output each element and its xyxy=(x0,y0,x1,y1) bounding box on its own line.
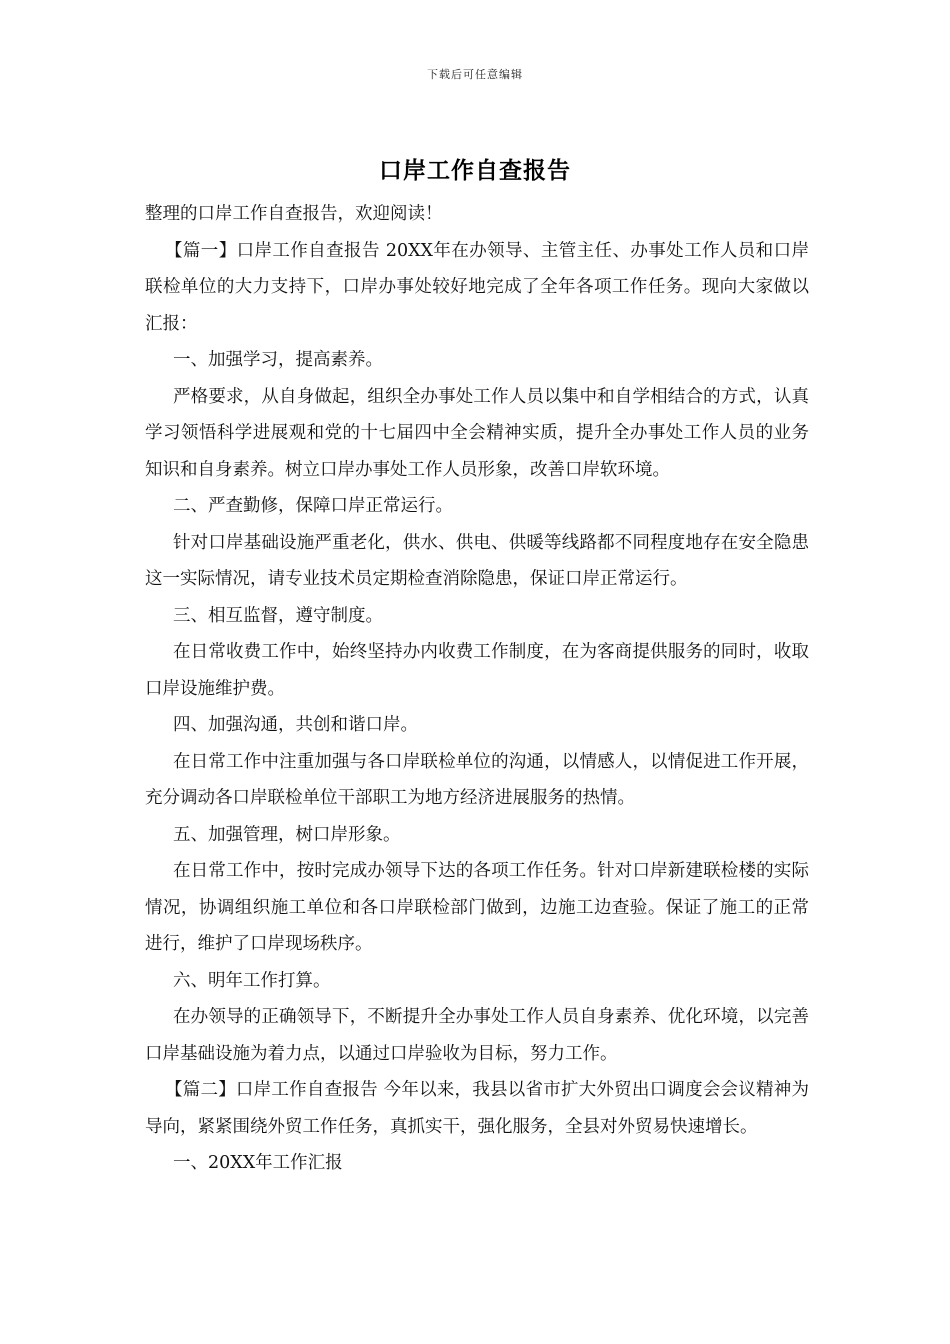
paragraph: 【篇一】口岸工作自查报告 20XX年在办领导、主管主任、办事处工作人员和口岸联检单位的大力支持下，口岸办事处较好地完成了全年各项工作任务。现向大家做以汇报： xyxy=(145,240,809,334)
document-title: 口岸工作自查报告 xyxy=(379,157,571,184)
paragraph: 四、加强沟通，共创和谐口岸。 xyxy=(173,715,418,735)
paragraph: 一、20XX年工作汇报 xyxy=(173,1153,343,1173)
paragraph: 二、严查勤修，保障口岸正常运行。 xyxy=(173,496,453,516)
paragraph: 整理的口岸工作自查报告，欢迎阅读！ xyxy=(145,204,443,224)
paragraph: 在日常工作中，按时完成办领导下达的各项工作任务。针对口岸新建联检楼的实际情况，协调组织施工单位和各口岸联检部门做到，边施工边查验。保证了施工的正常进行，维护了口岸现场秩序。 xyxy=(145,861,809,954)
header-note: 下载后可任意编辑 xyxy=(427,68,523,81)
paragraph: 【篇二】口岸工作自查报告 今年以来，我县以省市扩大外贸出口调度会会议精神为导向，紧紧围绕外贸工作任务，真抓实干，强化服务，全县对外贸易快速增长。 xyxy=(145,1080,809,1137)
paragraph: 在日常工作中注重加强与各口岸联检单位的沟通，以情感人，以情促进工作开展，充分调动各口岸联检单位干部职工为地方经济进展服务的热情。 xyxy=(145,751,809,808)
paragraph: 一、加强学习，提高素养。 xyxy=(173,350,383,370)
paragraph: 在日常收费工作中，始终坚持办内收费工作制度，在为客商提供服务的同时，收取口岸设施维护费。 xyxy=(145,642,809,699)
paragraph: 严格要求，从自身做起，组织全办事处工作人员以集中和自学相结合的方式，认真学习领悟科学进展观和党的十七届四中全会精神实质，提升全办事处工作人员的业务知识和自身素养。树立口岸办事处工作人员形象，改善口岸软环境。 xyxy=(145,386,809,480)
paragraph: 三、相互监督，遵守制度。 xyxy=(173,605,383,626)
paragraph: 六、明年工作打算。 xyxy=(173,970,331,991)
paragraph: 五、加强管理，树口岸形象。 xyxy=(173,824,401,845)
paragraph: 在办领导的正确领导下，不断提升全办事处工作人员自身素养、优化环境，以完善口岸基础设施为着力点，以通过口岸验收为目标，努力工作。 xyxy=(145,1007,809,1064)
document-body xyxy=(145,196,809,1182)
paragraph: 针对口岸基础设施严重老化，供水、供电、供暖等线路都不同程度地存在安全隐患这一实际情况，请专业技术员定期检查消除隐患，保证口岸正常运行。 xyxy=(145,532,809,589)
